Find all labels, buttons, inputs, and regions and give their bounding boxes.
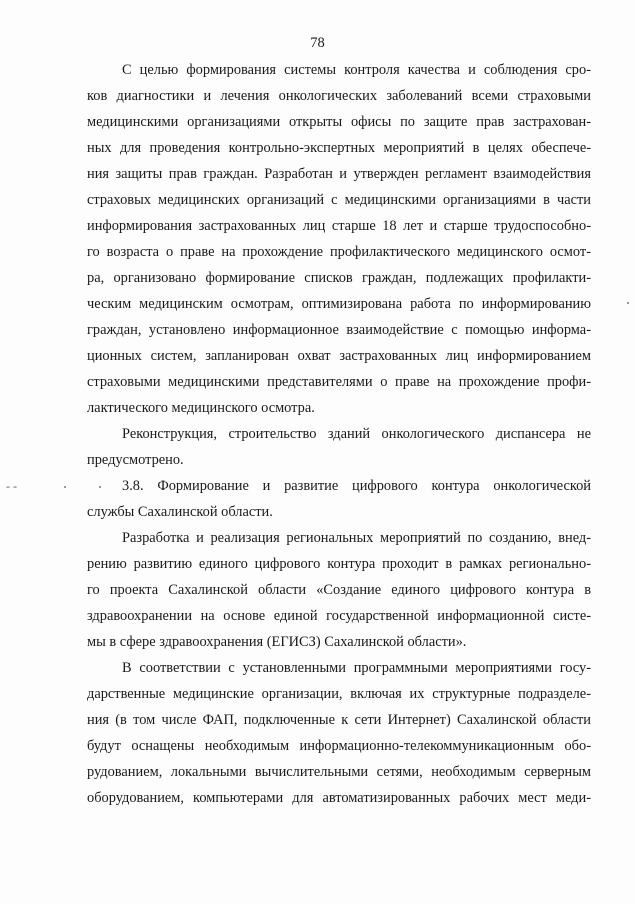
section-heading: 3.8. Формирование и развитие цифрового контура онкологической: [122, 478, 591, 494]
body-text-line: будут оснащены необходимым информационно-телекоммуникационным обо-: [87, 738, 591, 754]
body-text-line: ков диагностики и лечения онкологических заболеваний всеми страховыми: [87, 88, 591, 104]
body-text-line: С целью формирования системы контроля качества и соблюдения сро-: [122, 62, 591, 78]
body-text-line: граждан, установлено информационное взаимодействие с помощью информа-: [87, 322, 591, 338]
body-text-line: здравоохранении на основе единой государственной информационной систе-: [87, 608, 591, 624]
body-text-line: ния защиты прав граждан. Разработан и утвержден регламент взаимодействия: [87, 166, 591, 182]
body-text-line: го проекта Сахалинской области «Создание единого цифрового контура в: [87, 582, 591, 598]
body-text-line: Реконструкция, строительство зданий онкологического диспансера не: [122, 426, 591, 442]
body-text-line: ционных систем, запланирован охват застрахованных лиц информированием: [87, 348, 591, 364]
body-text-line: ра, организовано формирование списков граждан, подлежащих профилакти-: [87, 270, 591, 286]
body-text-line: В соответствии с установленными программными мероприятиями госу-: [122, 660, 591, 676]
body-text-line: ния (в том числе ФАП, подключенные к сети Интернет) Сахалинской области: [87, 712, 591, 728]
section-heading: службы Сахалинской области.: [87, 504, 273, 520]
body-text-line: ческим медицинским осмотрам, оптимизирована работа по информированию: [87, 296, 591, 312]
page-number: 78: [310, 35, 325, 51]
body-text-line: предусмотрено.: [87, 452, 184, 468]
margin-mark: - -: [6, 479, 17, 493]
body-text-line: рению развитию единого цифрового контура проходит в рамках регионально-: [87, 556, 591, 572]
body-text-line: ных для проведения контрольно-экспертных мероприятий в целях обеспече-: [87, 140, 591, 156]
body-text-line: рудованием, локальными вычислительными сетями, необходимым серверным: [87, 764, 591, 780]
body-text-line: страховыми медицинскими представителями о праве на прохождение профи-: [87, 374, 591, 390]
body-text-line: мы в сфере здравоохранения (ЕГИСЗ) Сахалинской области».: [87, 634, 467, 650]
body-text-line: медицинскими организациями открыты офисы по защите прав застрахован-: [87, 114, 591, 130]
stray-mark: [99, 486, 101, 488]
body-text-line: лактического медицинского осмотра.: [87, 400, 315, 416]
body-text-line: информирования застрахованных лиц старше 18 лет и старше трудоспособно-: [87, 218, 591, 234]
body-text-line: Разработка и реализация региональных мероприятий по созданию, внед-: [122, 530, 591, 546]
body-text-line: страховых медицинских организаций с медицинскими организациями в части: [87, 192, 591, 208]
stray-mark: [627, 302, 629, 304]
body-text-line: го возраста о праве на прохождение профилактического медицинского осмот-: [87, 244, 591, 260]
body-text-line: дарственные медицинские организации, включая их структурные подразделе-: [87, 686, 591, 702]
stray-mark: [64, 486, 66, 488]
body-text-line: оборудованием, компьютерами для автоматизированных рабочих мест меди-: [87, 790, 591, 806]
